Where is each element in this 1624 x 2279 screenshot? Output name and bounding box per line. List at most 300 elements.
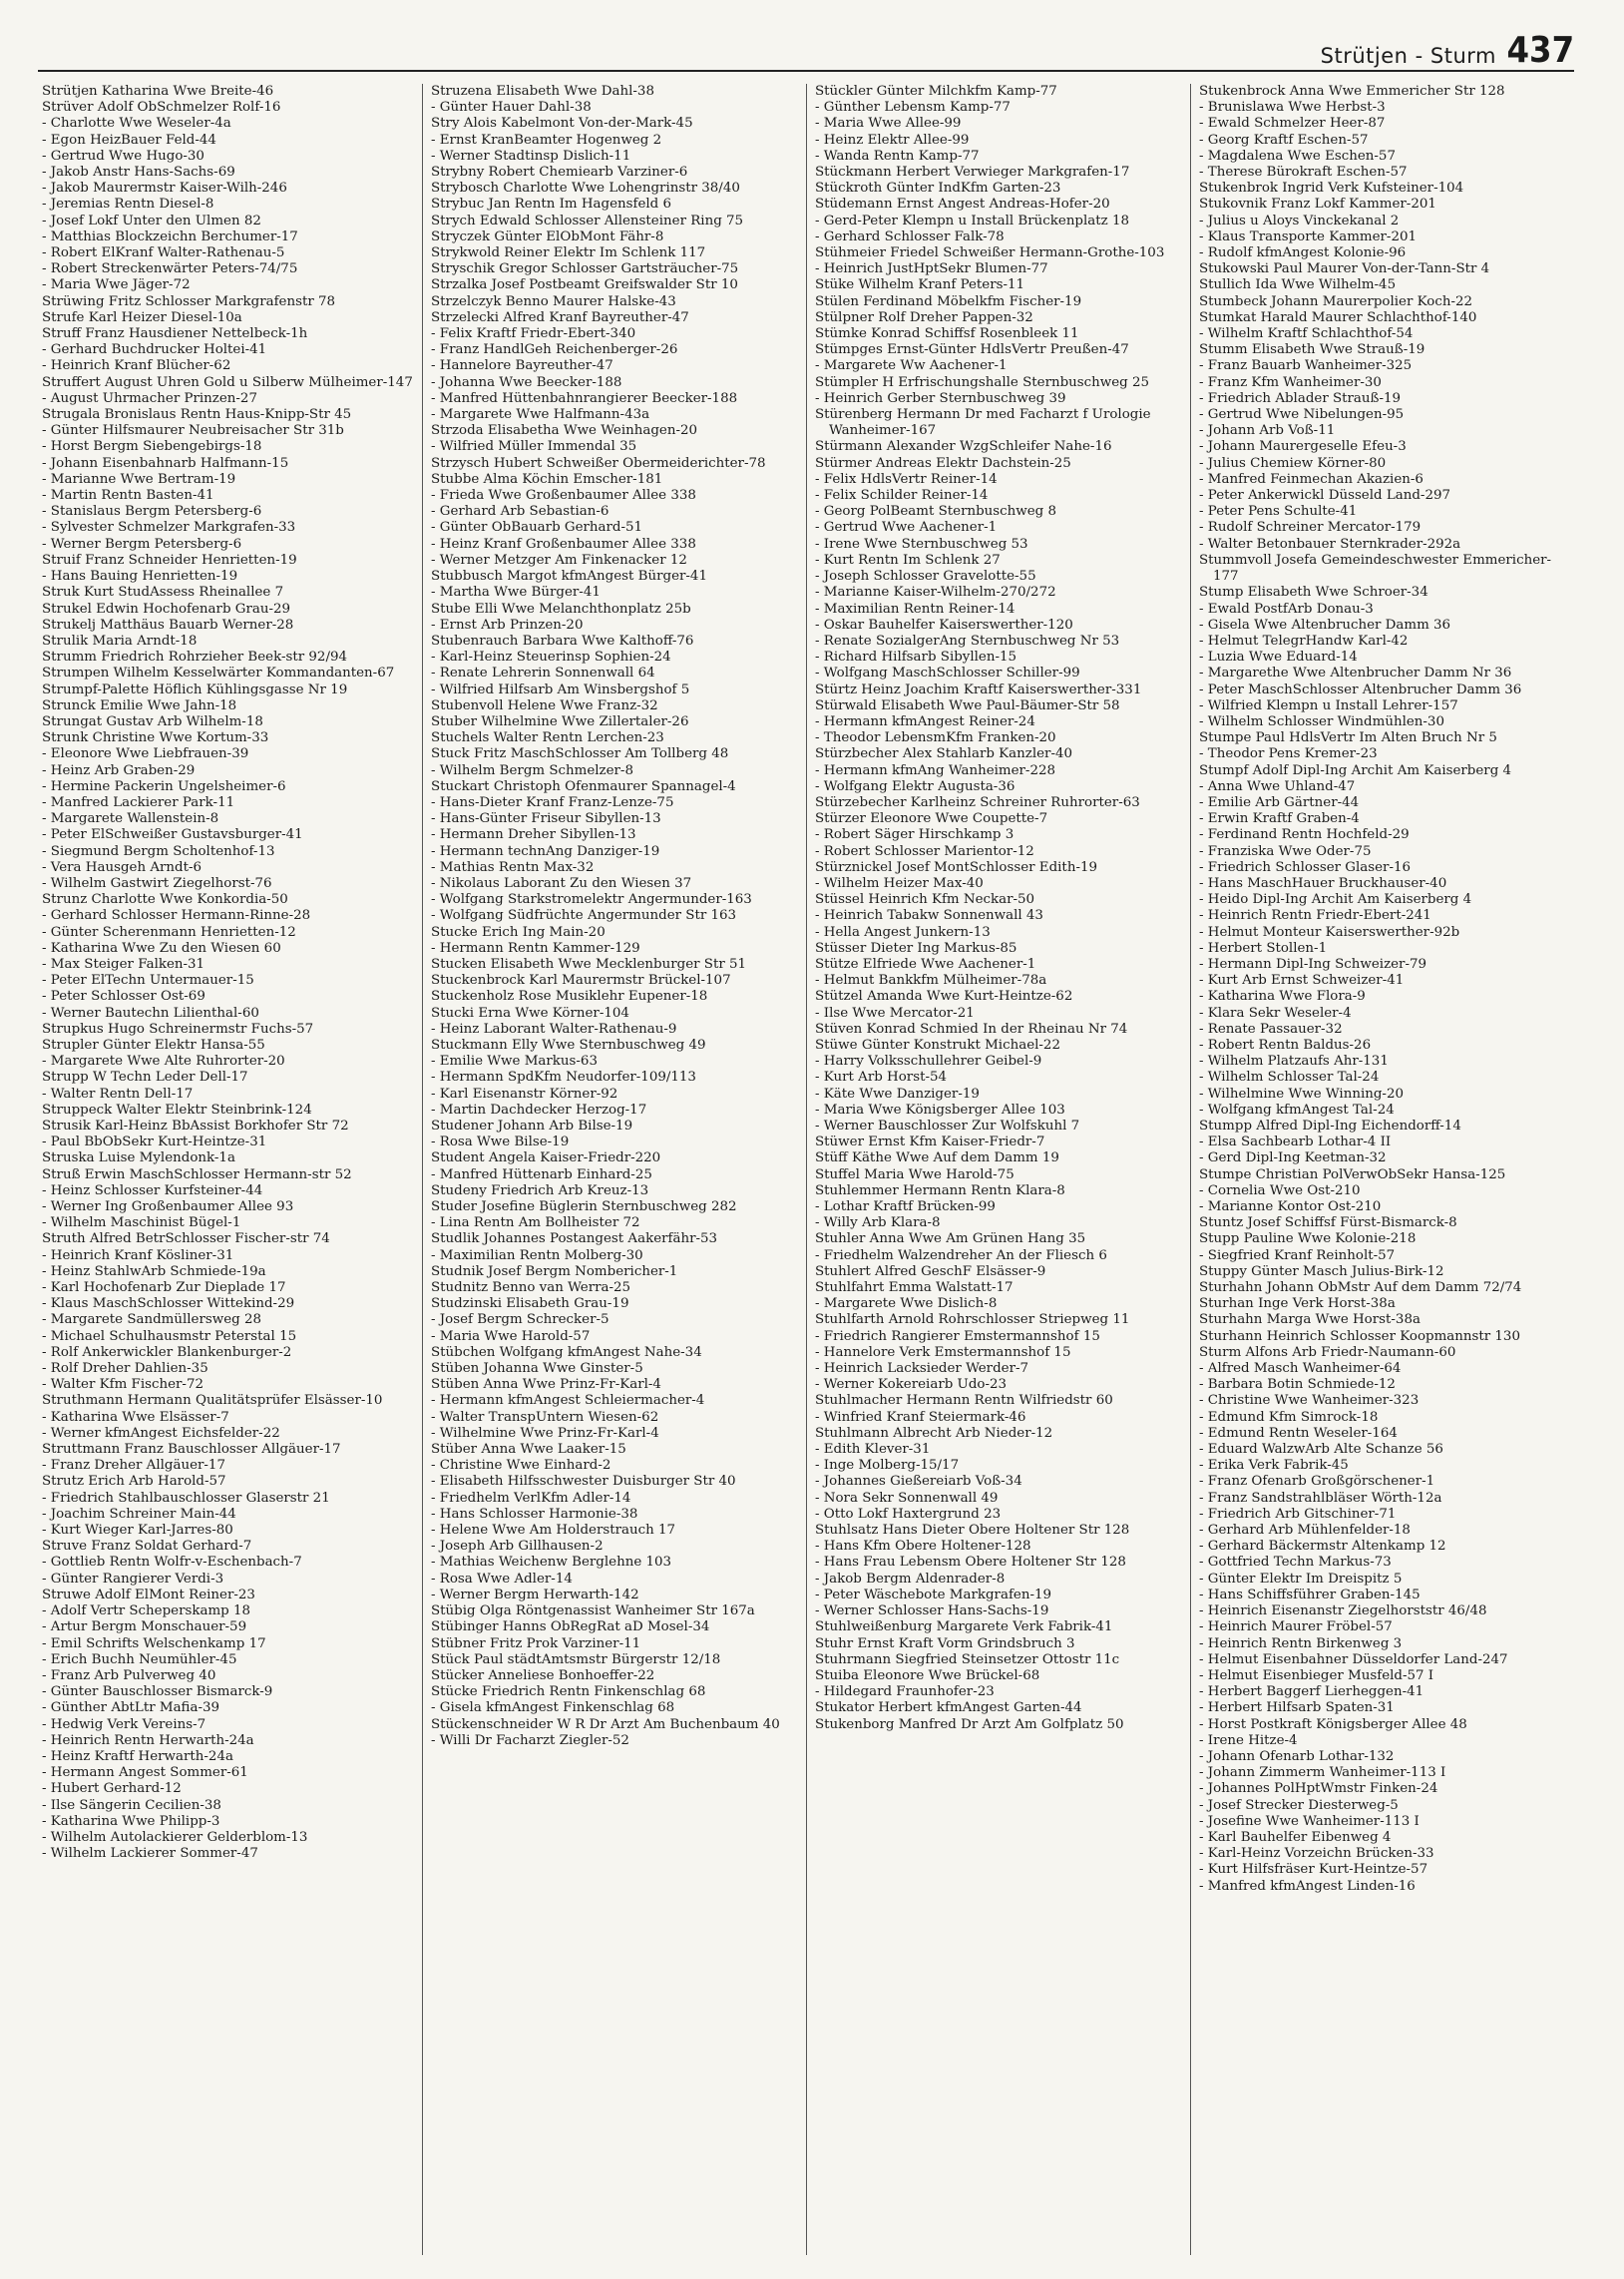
directory-entry: Stüben Anna Wwe Prinz-Fr-Karl-4 [431,1377,661,1393]
directory-entry: - Heinrich Rentn Friedr-Ebert-241 [1199,908,1431,924]
directory-entry: Stübchen Wolfgang kfmAngest Nahe-34 [431,1344,702,1360]
directory-entry: - Hans-Dieter Kranf Franz-Lenze-75 [431,794,674,810]
directory-entry: - Heinrich Rentn Birkenweg 3 [1199,1635,1403,1651]
directory-entry: - Johannes PolHptWmstr Finken-24 [1199,1781,1438,1797]
directory-entry: Strusik Karl-Heinz BbAssist Borkhofer Str 72 [42,1119,349,1134]
directory-entry: - Hermann SpdKfm Neudorfer-109/113 [431,1070,696,1086]
directory-entry: - Margarete Wwe Dislich-8 [815,1296,998,1312]
directory-entry: - Mathias Rentn Max-32 [431,859,595,875]
directory-entry: - Franz Ofenarb Großgörschener-1 [1199,1474,1435,1490]
directory-entry: - Werner Bautechn Lilienthal-60 [42,1005,259,1021]
directory-entry: Stullich Ida Wwe Wilhelm-45 [1199,277,1397,293]
directory-entry: - Artur Bergm Monschauer-59 [42,1619,247,1635]
directory-entry: - Jakob Bergm Aldenrader-8 [815,1571,1006,1587]
directory-entry: Stumpe Paul HdlsVertr Im Alten Bruch Nr 5 [1199,730,1497,746]
directory-entry: - Julius Chemiew Körner-80 [1199,455,1387,471]
directory-entry: Stuhlfahrt Emma Walstatt-17 [815,1280,1014,1296]
directory-entry: Stuckmann Elly Wwe Sternbuschweg 49 [431,1037,706,1053]
directory-entry: - Johann Arb Voß-11 [1199,423,1336,439]
directory-entry: - Felix Kraftf Friedr-Ebert-340 [431,326,636,342]
directory-entry: Stubbusch Margot kfmAngest Bürger-41 [431,569,707,585]
directory-entry: Stuhlmann Albrecht Arb Nieder-12 [815,1425,1053,1441]
directory-entry: - Werner Bergm Herwarth-142 [431,1587,639,1602]
directory-entry: - Wolfgang MaschSchlosser Schiller-99 [815,666,1080,682]
directory-entry: - Friedhelm VerlKfm Adler-14 [431,1490,631,1506]
directory-entry: - Helmut Eisenbieger Musfeld-57 I [1199,1667,1434,1683]
directory-entry: - Heinrich Tabakw Sonnenwall 43 [815,908,1043,924]
directory-entry: Struppeck Walter Elektr Steinbrink-124 [42,1102,312,1118]
directory-entry: - Emil Schrifts Welschenkamp 17 [42,1635,266,1651]
directory-entry: - Julius u Aloys Vinckekanal 2 [1199,213,1400,228]
directory-entry: - Willy Arb Klara-8 [815,1215,941,1231]
directory-entry: - Erich Buchh Neumühler-45 [42,1651,237,1667]
directory-entry: - Katharina Wwe Zu den Wiesen 60 [42,940,281,956]
directory-entry: Stümpges Ernst-Günter HdlsVertr Preußen-47 [815,342,1129,358]
directory-entry: Stuffel Maria Wwe Harold-75 [815,1166,1015,1182]
directory-entry: - Elsa Sachbearb Lothar-4 II [1199,1135,1392,1150]
directory-entry: - Rudolf Schreiner Mercator-179 [1199,520,1421,536]
directory-entry: - Gerd-Peter Klempn u Install Brückenplatz 18 [815,213,1130,228]
directory-entry: Stumm Elisabeth Wwe Strauß-19 [1199,342,1425,358]
directory-entry: - Mathias Weichenw Berglehne 103 [431,1555,672,1571]
directory-entry: - Ilse Wwe Mercator-21 [815,1005,975,1021]
directory-entry: - Nora Sekr Sonnenwall 49 [815,1490,999,1506]
directory-entry: Stump Elisabeth Wwe Schroer-34 [1199,585,1428,601]
directory-entry: - Günter Scherenmann Henrietten-12 [42,924,296,940]
directory-entry: - Wolfgang Elektr Augusta-36 [815,778,1015,794]
directory-entry: - Kurt Wieger Karl-Jarres-80 [42,1523,233,1539]
directory-entry: - Stanislaus Bergm Petersberg-6 [42,504,262,520]
directory-entry: Strunck Emilie Wwe Jahn-18 [42,697,237,713]
directory-entry: - Adolf Vertr Scheperskamp 18 [42,1603,251,1619]
directory-entry: - Margarete Sandmüllersweg 28 [42,1312,262,1328]
directory-entry: - Heinz Elektr Allee-99 [815,132,970,148]
directory-entry: Stuhlfarth Arnold Rohrschlosser Striepweg 11 [815,1312,1130,1328]
directory-entry: - Gertrud Wwe Aachener-1 [815,520,998,536]
directory-entry: Struth Alfred BetrSchlosser Fischer-str 74 [42,1231,330,1247]
directory-entry: - Hans-Günter Friseur Sibyllen-13 [431,811,661,827]
directory-entry: Strzelczyk Benno Maurer Halske-43 [431,293,676,309]
directory-entry: - Werner Bergm Petersberg-6 [42,536,242,552]
directory-entry: - Günter ObBauarb Gerhard-51 [431,520,643,536]
directory-entry: - Wolfgang Südfrüchte Angermunder Str 163 [431,908,737,924]
directory-entry: - Oskar Bauhelfer Kaiserswerther-120 [815,617,1073,633]
directory-entry: - Edmund Rentn Weseler-164 [1199,1425,1398,1441]
directory-entry: - Wilhelm Autolackierer Gelderblom-13 [42,1829,308,1845]
directory-entry: Strybuc Jan Rentn Im Hagensfeld 6 [431,197,672,213]
directory-entry: Stubenvoll Helene Wwe Franz-32 [431,697,658,713]
directory-columns [38,84,1574,2255]
directory-entry: Stürzebecher Karlheinz Schreiner Ruhrorter-63 [815,794,1140,810]
directory-entry: - Gerhard Schlosser Falk-78 [815,228,1005,244]
directory-entry: - Gerhard Arb Sebastian-6 [431,504,609,520]
directory-entry: - Gerhard Buchdrucker Holtei-41 [42,342,267,358]
directory-entry: Sturhahn Johann ObMstr Auf dem Damm 72/74 [1199,1280,1522,1296]
directory-entry: Stubbe Alma Köchin Emscher-181 [431,471,663,487]
directory-entry: Stübinger Hanns ObRegRat aD Mosel-34 [431,1619,710,1635]
directory-entry: - Katharina Wwe Flora-9 [1199,989,1366,1005]
directory-entry: - Franz HandlGeh Reichenberger-26 [431,342,678,358]
directory-entry: - Günther Lebensm Kamp-77 [815,100,1011,116]
directory-entry: - Michael Schulhausmstr Peterstal 15 [42,1328,297,1344]
directory-entry: - Wilhelm Schlosser Tal-24 [1199,1070,1380,1086]
directory-entry: - Irene Hitze-4 [1199,1732,1298,1748]
directory-entry: Stuhler Anna Wwe Am Grünen Hang 35 [815,1231,1086,1247]
directory-entry: - Günter Elektr Im Dreispitz 5 [1199,1571,1403,1587]
directory-entry: - Joseph Arb Gillhausen-2 [431,1539,604,1555]
directory-entry: - Rudolf kfmAngest Kolonie-96 [1199,245,1407,261]
directory-entry: - Josef Strecker Diesterweg-5 [1199,1797,1399,1813]
directory-entry: Stryczek Günter ElObMont Fähr-8 [431,228,664,244]
directory-entry: Stübner Fritz Prok Varziner-11 [431,1635,641,1651]
directory-entry: - Manfred Hüttenbahnrangierer Beecker-188 [431,390,738,406]
directory-entry: Stücke Friedrich Rentn Finkenschlag 68 [431,1684,706,1700]
directory-entry: - Heinrich Eisenanstr Ziegelhorststr 46/48 [1199,1603,1487,1619]
directory-entry: - Eleonore Wwe Liebfrauen-39 [42,746,249,762]
directory-entry: Strüwing Fritz Schlosser Markgrafenstr 78 [42,293,336,309]
directory-entry: - Kurt Arb Horst-54 [815,1070,948,1086]
directory-entry: - Robert Streckenwärter Peters-74/75 [42,261,298,277]
directory-entry: - Robert Schlosser Marientor-12 [815,843,1034,859]
directory-entry: Studzinski Elisabeth Grau-19 [431,1296,629,1312]
directory-entry: Stuckart Christoph Ofenmaurer Spannagel-4 [431,778,736,794]
directory-entry: Stüven Konrad Schmied In der Rheinau Nr 74 [815,1021,1128,1037]
directory-entry: - Klaus MaschSchlosser Wittekind-29 [42,1296,295,1312]
directory-entry: - Hermann kfmAng Wanheimer-228 [815,762,1056,778]
directory-entry: - Hella Angest Junkern-13 [815,924,991,940]
directory-entry: Stryschik Gregor Schlosser Gartsträucher-75 [431,261,739,277]
directory-entry: - Wolfgang Starkstromelektr Angermunder-163 [431,892,752,908]
directory-entry: - Friedrich Ablader Strauß-19 [1199,390,1402,406]
directory-entry: - Karl-Heinz Steuerinsp Sophien-24 [431,650,671,666]
directory-entry: - Wilhelm Bergm Schmelzer-8 [431,762,633,778]
directory-entry: Stülen Ferdinand Möbelkfm Fischer-19 [815,293,1082,309]
directory-entry: Strzysch Hubert Schweißer Obermeiderichter-78 [431,455,766,471]
directory-entry: - Cornelia Wwe Ost-210 [1199,1182,1361,1198]
directory-entry: Stürwald Elisabeth Wwe Paul-Bäumer-Str 58 [815,697,1120,713]
directory-entry: Strupler Günter Elektr Hansa-55 [42,1037,265,1053]
directory-entry: - Hans MaschHauer Bruckhauser-40 [1199,875,1447,891]
directory-entry: - Brunislawa Wwe Herbst-3 [1199,100,1386,116]
directory-entry: - Maria Wwe Königsberger Allee 103 [815,1102,1065,1118]
directory-entry: Stumbeck Johann Maurerpolier Koch-22 [1199,293,1473,309]
directory-entry: - Käte Wwe Danziger-19 [815,1086,980,1102]
directory-entry: Stukenbrok Ingrid Verk Kufsteiner-104 [1199,181,1464,197]
directory-entry: - Franz Sandstrahlbläser Wörth-12a [1199,1490,1442,1506]
directory-entry: - Marianne Wwe Bertram-19 [42,471,236,487]
directory-entry: Stuiba Eleonore Wwe Brückel-68 [815,1667,1040,1683]
directory-entry: - Heido Dipl-Ing Archit Am Kaiserberg 4 [1199,892,1472,908]
directory-entry: - Edith Klever-31 [815,1442,931,1458]
directory-entry: - Karl Bauhelfer Eibenweg 4 [1199,1829,1392,1845]
directory-entry: Stübig Olga Röntgenassist Wanheimer Str 167a [431,1603,755,1619]
directory-entry: - Emilie Arb Gärtner-44 [1199,794,1360,810]
directory-entry: Stumpe Christian PolVerwObSekr Hansa-125 [1199,1166,1506,1182]
directory-entry: - Wilhelmine Wwe Prinz-Fr-Karl-4 [431,1425,659,1441]
directory-entry: Sturhan Inge Verk Horst-38a [1199,1296,1396,1312]
directory-entry: Stucki Erna Wwe Körner-104 [431,1005,629,1021]
directory-entry: - Günter Hilfsmaurer Neubreisacher Str 31b [42,423,344,439]
directory-entry: - Manfred Hüttenarb Einhard-25 [431,1166,652,1182]
directory-entry: Stüwe Günter Konstrukt Michael-22 [815,1037,1060,1053]
directory-entry: - Wilhelm Kraftf Schlachthof-54 [1199,326,1414,342]
directory-entry: - Peter Pens Schulte-41 [1199,504,1358,520]
directory-entry: - Werner Kokereiarb Udo-23 [815,1377,1008,1393]
directory-entry: Stümpler H Erfrischungshalle Sternbuschweg 25 [815,374,1150,390]
directory-entry: - Matthias Blockzeichn Berchumer-17 [42,228,298,244]
directory-entry: - Wilfried Hilfsarb Am Winsbergshof 5 [431,682,690,697]
directory-entry: Stückler Günter Milchkfm Kamp-77 [815,84,1057,99]
directory-entry: - Walter Rentn Dell-17 [42,1086,194,1102]
directory-entry: - Wilhelm Heizer Max-40 [815,875,984,891]
directory-entry: - Maria Wwe Allee-99 [815,116,962,132]
directory-entry: Stüdemann Ernst Angest Andreas-Hofer-20 [815,197,1110,213]
directory-entry: Stupp Pauline Wwe Kolonie-218 [1199,1231,1417,1247]
directory-entry: - Martin Rentn Basten-41 [42,488,214,504]
directory-entry: Stucken Elisabeth Wwe Mecklenburger Str 51 [431,956,747,972]
directory-entry: - Siegmund Bergm Scholtenhof-13 [42,843,275,859]
directory-entry: Stümke Konrad Schiffsf Rosenbleek 11 [815,326,1079,342]
directory-entry: - Luzia Wwe Eduard-14 [1199,650,1358,666]
directory-entry: Strumm Friedrich Rohrzieher Beek-str 92/94 [42,650,347,666]
directory-entry: Stüben Johanna Wwe Ginster-5 [431,1361,643,1377]
directory-entry: Stummvoll Josefa Gemeindeschwester Emmericher-177 [1199,552,1552,585]
directory-column-3 [806,84,1190,2255]
directory-entry: Stürznickel Josef MontSchlosser Edith-19 [815,859,1098,875]
directory-entry: Strzoda Elisabetha Wwe Weinhagen-20 [431,423,698,439]
directory-entry: - Franz Dreher Allgäuer-17 [42,1458,225,1474]
directory-entry: - Horst Postkraft Königsberger Allee 48 [1199,1716,1467,1732]
directory-entry: - Heinz Schlosser Kurfsteiner-44 [42,1182,263,1198]
directory-entry: - Wilfried Klempn u Install Lehrer-157 [1199,697,1458,713]
directory-entry: - Maria Wwe Jäger-72 [42,277,191,293]
directory-entry: Strunk Christine Wwe Kortum-33 [42,730,269,746]
directory-entry: - Felix Schilder Reiner-14 [815,488,989,504]
directory-entry: - Nikolaus Laborant Zu den Wiesen 37 [431,875,692,891]
directory-entry: Strütjen Katharina Wwe Breite-46 [42,84,274,99]
directory-entry: - Eduard WalzwArb Alte Schanze 56 [1199,1442,1443,1458]
directory-entry: - Emilie Wwe Markus-63 [431,1054,598,1070]
directory-entry: Stücker Anneliese Bonhoeffer-22 [431,1667,655,1683]
directory-entry: Stuber Wilhelmine Wwe Zillertaler-26 [431,713,689,729]
directory-entry: - Wilhelm Lackierer Sommer-47 [42,1846,258,1862]
directory-entry: Stube Elli Wwe Melanchthonplatz 25b [431,601,691,617]
directory-entry: - Josefine Wwe Wanheimer-113 I [1199,1813,1420,1829]
directory-entry: Stülpner Rolf Dreher Pappen-32 [815,309,1033,325]
directory-entry: - Werner kfmAngest Eichsfelder-22 [42,1425,280,1441]
directory-entry: Strukel Edwin Hochofenarb Grau-29 [42,601,291,617]
directory-entry: - Hans Kfm Obere Holtener-128 [815,1539,1031,1555]
directory-entry: - Jeremias Rentn Diesel-8 [42,197,214,213]
directory-entry: - Franziska Wwe Oder-75 [1199,843,1372,859]
directory-entry: - Friedrich Rangierer Emstermannshof 15 [815,1328,1100,1344]
directory-entry: Stürmer Andreas Elektr Dachstein-25 [815,455,1071,471]
directory-entry: Stuckenbrock Karl Maurermstr Brückel-107 [431,973,731,989]
directory-entry: - Werner Ing Großenbaumer Allee 93 [42,1199,294,1215]
directory-entry: - Klaus Transporte Kammer-201 [1199,228,1418,244]
directory-entry: Studnitz Benno van Werra-25 [431,1280,631,1296]
directory-entry: - Maria Wwe Harold-57 [431,1328,591,1344]
directory-entry: - Lothar Kraftf Brücken-99 [815,1199,996,1215]
directory-entry: - Helmut Bankkfm Mülheimer-78a [815,973,1047,989]
directory-entry: - Johann Eisenbahnarb Halfmann-15 [42,455,289,471]
directory-entry: - Wilhelm Schlosser Windmühlen-30 [1199,713,1444,729]
directory-entry: Struß Erwin MaschSchlosser Hermann-str 52 [42,1166,352,1182]
directory-entry: Studlik Johannes Postangest Aakerfähr-53 [431,1231,718,1247]
directory-entry: - Willi Dr Facharzt Ziegler-52 [431,1732,629,1748]
directory-entry: - Sylvester Schmelzer Markgrafen-33 [42,520,296,536]
directory-entry: Stumpf Adolf Dipl-Ing Archit Am Kaiserberg 4 [1199,762,1512,778]
directory-entry: - August Uhrmacher Prinzen-27 [42,390,257,406]
directory-entry: - Maximilian Rentn Reiner-14 [815,601,1015,617]
directory-entry: - Hermann Dipl-Ing Schweizer-79 [1199,956,1427,972]
directory-entry: - Heinrich Gerber Sternbuschweg 39 [815,390,1066,406]
directory-entry: - Gottlieb Rentn Wolfr-v-Eschenbach-7 [42,1555,302,1571]
directory-entry: - Therese Bürokraft Eschen-57 [1199,165,1408,181]
directory-entry: Struve Franz Soldat Gerhard-7 [42,1539,252,1555]
directory-entry: - Jakob Maurermstr Kaiser-Wilh-246 [42,181,287,197]
directory-entry: - Helmut Monteur Kaiserswerther-92b [1199,924,1460,940]
directory-entry: - Marianne Kontor Ost-210 [1199,1199,1382,1215]
directory-entry: Strüver Adolf ObSchmelzer Rolf-16 [42,100,281,116]
directory-entry: - Hedwig Verk Vereins-7 [42,1716,206,1732]
directory-entry: - Rolf Ankerwickler Blankenburger-2 [42,1344,292,1360]
directory-entry: - Anna Wwe Uhland-47 [1199,778,1356,794]
directory-entry: - Lina Rentn Am Bollheister 72 [431,1215,640,1231]
directory-entry: - Werner Schlosser Hans-Sachs-19 [815,1603,1049,1619]
directory-entry: - Heinrich Maurer Fröbel-57 [1199,1619,1393,1635]
directory-entry: - Heinz StahlwArb Schmiede-19a [42,1263,266,1279]
directory-entry: Stuhlsatz Hans Dieter Obere Holtener Str 128 [815,1523,1130,1539]
directory-entry: - Ewald Schmelzer Heer-87 [1199,116,1386,132]
directory-entry: Stuck Fritz MaschSchlosser Am Tollberg 48 [431,746,729,762]
directory-entry: - Horst Bergm Siebengebirgs-18 [42,439,262,455]
directory-entry: Strzalka Josef Postbeamt Greifswalder Str 10 [431,277,738,293]
directory-entry: - Egon HeizBauer Feld-44 [42,132,216,148]
directory-entry: Sturhann Heinrich Schlosser Koopmannstr 130 [1199,1328,1520,1344]
directory-entry: - Winfried Kranf Steiermark-46 [815,1409,1026,1425]
directory-entry: Studener Johann Arb Bilse-19 [431,1119,633,1134]
directory-entry: - Heinrich Lacksieder Werder-7 [815,1361,1029,1377]
directory-entry: Strybosch Charlotte Wwe Lohengrinstr 38/40 [431,181,740,197]
directory-column-1 [38,84,422,2255]
directory-entry: - Peter MaschSchlosser Altenbrucher Damm 36 [1199,682,1522,697]
directory-column-4 [1190,84,1574,2255]
directory-entry: - Ernst KranBeamter Hogenweg 2 [431,132,662,148]
directory-entry: Strungat Gustav Arb Wilhelm-18 [42,713,263,729]
directory-entry: - Franz Bauarb Wanheimer-325 [1199,358,1413,374]
directory-entry: Stumpp Alfred Dipl-Ing Eichendorff-14 [1199,1119,1461,1134]
directory-entry: - Hermann Angest Sommer-61 [42,1765,248,1781]
directory-entry: - Heinrich JustHptSekr Blumen-77 [815,261,1048,277]
directory-entry: - Karl-Heinz Vorzeichn Brücken-33 [1199,1846,1434,1862]
directory-entry: - Johannes Gießereiarb Voß-34 [815,1474,1022,1490]
directory-entry: Strupp W Techn Leder Dell-17 [42,1070,248,1086]
directory-entry: Stürenberg Hermann Dr med Facharzt f Urologie Wanheimer-167 [815,407,1155,439]
directory-entry: - Margarethe Wwe Altenbrucher Damm Nr 36 [1199,666,1512,682]
directory-entry: - Helmut Eisenbahner Düsseldorfer Land-247 [1199,1651,1508,1667]
directory-entry: Struttmann Franz Bauschlosser Allgäuer-17 [42,1442,341,1458]
directory-entry: - Katharina Wwe Philipp-3 [42,1813,220,1829]
directory-entry: - Heinz Kraftf Herwarth-24a [42,1748,233,1764]
directory-entry: - Rosa Wwe Bilse-19 [431,1135,570,1150]
directory-entry: - Rolf Dreher Dahlien-35 [42,1361,208,1377]
directory-entry: - Frieda Wwe Großenbaumer Allee 338 [431,488,696,504]
directory-entry: - Günter Hauer Dahl-38 [431,100,592,116]
directory-entry: - Walter TranspUntern Wiesen-62 [431,1409,659,1425]
directory-entry: Strykwold Reiner Elektr Im Schlenk 117 [431,245,706,261]
directory-entry: - Friedrich Arb Gitschiner-71 [1199,1506,1397,1522]
directory-entry: - Hermann technAng Danziger-19 [431,843,660,859]
directory-entry: - Theodor LebensmKfm Franken-20 [815,730,1056,746]
directory-entry: - Alfred Masch Wanheimer-64 [1199,1361,1402,1377]
directory-entry: Studer Josefine Büglerin Sternbuschweg 282 [431,1199,737,1215]
directory-entry: - Peter ElSchweißer Gustavsburger-41 [42,827,303,843]
directory-entry: Stuhlemmer Hermann Rentn Klara-8 [815,1182,1065,1198]
directory-entry: - Walter Kfm Fischer-72 [42,1377,203,1393]
directory-entry: Stucke Erich Ing Main-20 [431,924,606,940]
directory-entry: - Gertrud Wwe Nibelungen-95 [1199,407,1405,423]
directory-entry: Stüke Wilhelm Kranf Peters-11 [815,277,1025,293]
directory-entry: - Jakob Anstr Hans-Sachs-69 [42,165,235,181]
directory-entry: Stuppy Günter Masch Julius-Birk-12 [1199,1263,1444,1279]
directory-entry: - Herbert Hilfsarb Spaten-31 [1199,1700,1395,1716]
directory-entry: Strzelecki Alfred Kranf Bayreuther-47 [431,309,689,325]
directory-entry: Strutz Erich Arb Harold-57 [42,1474,226,1490]
directory-entry: - Hans Bauing Henrietten-19 [42,569,238,585]
directory-entry: - Gerd Dipl-Ing Keetman-32 [1199,1150,1387,1166]
directory-entry: Struk Kurt StudAssess Rheinallee 7 [42,585,284,601]
directory-entry: - Karl Eisenanstr Körner-92 [431,1086,618,1102]
directory-entry: - Hermann Dreher Sibyllen-13 [431,827,636,843]
directory-entry: Stubenrauch Barbara Wwe Kalthoff-76 [431,633,694,649]
directory-entry: - Friedhelm Walzendreher An der Fliesch 6 [815,1247,1107,1263]
directory-entry: Strych Edwald Schlosser Allensteiner Ring 75 [431,213,744,228]
directory-entry: - Gerhard Schlosser Hermann-Rinne-28 [42,908,311,924]
directory-entry: - Herbert Baggerf Lierheggen-41 [1199,1684,1424,1700]
directory-entry: - Wilhelm Gastwirt Ziegelhorst-76 [42,875,272,891]
directory-entry: Stry Alois Kabelmont Von-der-Mark-45 [431,116,693,132]
directory-entry: - Friedrich Schlosser Glaser-16 [1199,859,1412,875]
directory-entry: - Ilse Sängerin Cecilien-38 [42,1797,221,1813]
directory-entry: Stüber Anna Wwe Laaker-15 [431,1442,626,1458]
directory-entry: - Inge Molberg-15/17 [815,1458,960,1474]
directory-entry: Stukenbrock Anna Wwe Emmericher Str 128 [1199,84,1505,99]
directory-entry: Strulik Maria Arndt-18 [42,633,198,649]
directory-entry: - Friedrich Stahlbauschlosser Glaserstr 21 [42,1490,330,1506]
directory-entry: - Hermann kfmAngest Schleiermacher-4 [431,1393,705,1409]
directory-entry: - Hannelore Verk Emstermannshof 15 [815,1344,1071,1360]
directory-entry: Stuntz Josef Schiffsf Fürst-Bismarck-8 [1199,1215,1457,1231]
directory-entry: Stukowski Paul Maurer Von-der-Tann-Str 4 [1199,261,1490,277]
directory-entry: Strybny Robert Chemiearb Varziner-6 [431,165,688,181]
directory-entry: - Barbara Botin Schmiede-12 [1199,1377,1396,1393]
directory-entry: - Hans Frau Lebensm Obere Holtener Str 128 [815,1555,1126,1571]
directory-entry: - Franz Kfm Wanheimer-30 [1199,374,1382,390]
directory-entry: - Günter Rangierer Verdi-3 [42,1571,224,1587]
directory-entry: Student Angela Kaiser-Friedr-220 [431,1150,661,1166]
directory-entry: - Klara Sekr Weseler-4 [1199,1005,1352,1021]
directory-entry: Strupkus Hugo Schreinermstr Fuchs-57 [42,1021,314,1037]
directory-entry: - Heinz Laborant Walter-Rathenau-9 [431,1021,677,1037]
directory-entry: - Karl Hochofenarb Zur Dieplade 17 [42,1280,286,1296]
directory-entry: - Renate SozialgerAng Sternbuschweg Nr 53 [815,633,1120,649]
directory-entry: Strumpen Wilhelm Kesselwärter Kommandanten-67 [42,666,395,682]
directory-entry: - Kurt Hilfsfräser Kurt-Heintze-57 [1199,1862,1428,1878]
directory-entry: - Wilhelm Platzaufs Ahr-131 [1199,1054,1389,1070]
directory-entry: Stürzbecher Alex Stahlarb Kanzler-40 [815,746,1073,762]
directory-entry: - Georg Kraftf Eschen-57 [1199,132,1369,148]
